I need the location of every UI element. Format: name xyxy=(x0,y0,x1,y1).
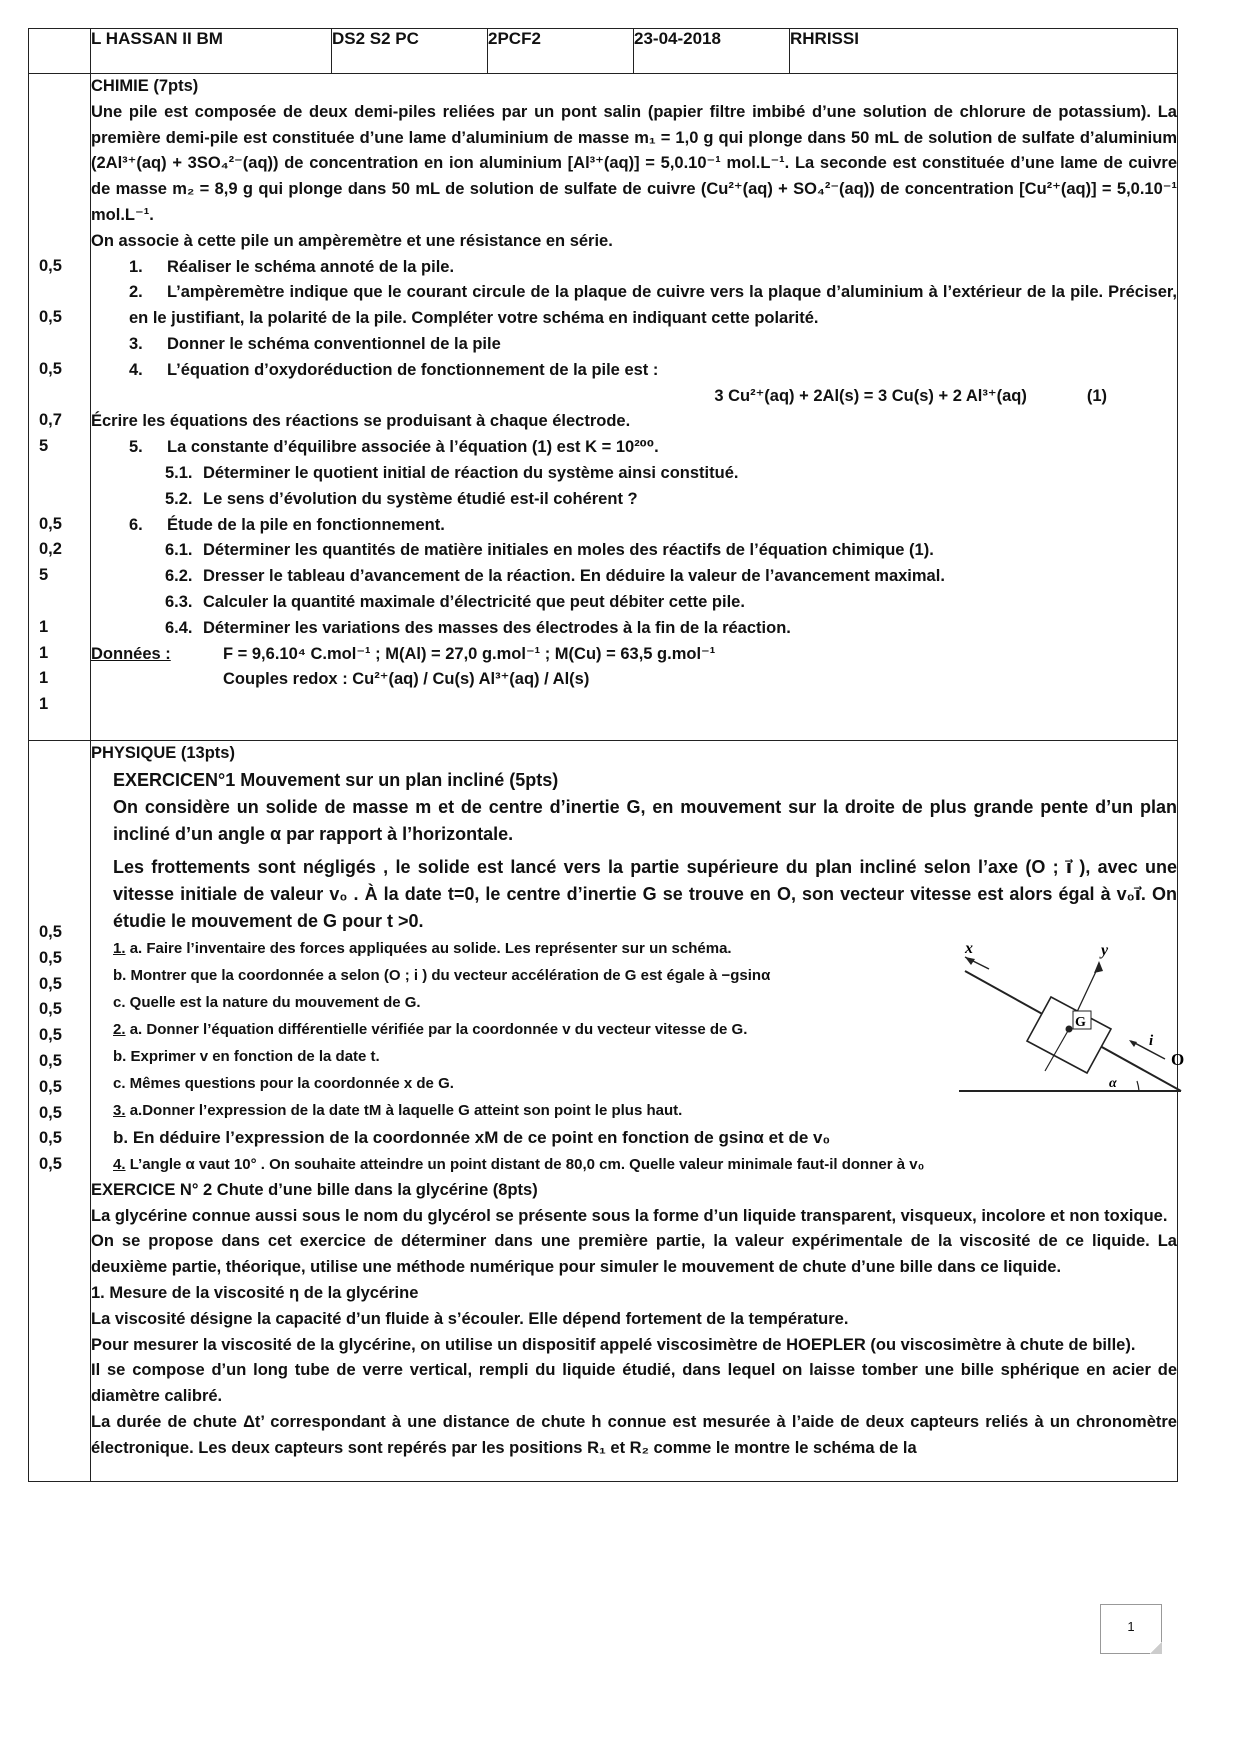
chimie-q51-text: Déterminer le quotient initial de réaction du système ainsi constitué. xyxy=(203,463,739,482)
q1-number: 1. xyxy=(113,939,126,957)
physique-title: PHYSIQUE (13pts) xyxy=(91,744,235,762)
chimie-q61: 6.1. Déterminer les quantités de matière initiales en moles des réactifs de l’équation chimique (1). xyxy=(165,541,934,560)
chimie-q4b: Écrire les équations des réactions se produisant à chaque électrode. xyxy=(91,412,631,431)
chimie-mark xyxy=(29,282,90,308)
ex1-q3a xyxy=(91,1097,911,1124)
chimie-q64-text: Déterminer les variations des masses des électrodes à la fin de la réaction. xyxy=(203,618,791,637)
chimie-mark: 0,7 xyxy=(39,411,62,430)
chimie-q2-text: L’ampèremètre indique que le courant circule de la plaque de cuivre vers la plaque d’aluminium à l’extérieur de la pile. Préciser, en le justifiant, la polarité de la pile. Compléter votre schéma en indiquant cette polarité. xyxy=(129,283,1177,328)
chimie-q51: 5.1. Déterminer le quotient initial de réaction du système ainsi constitué. xyxy=(165,463,739,482)
chimie-mark: 0,5 xyxy=(39,256,62,275)
physique-mark: 0,5 xyxy=(39,1051,62,1070)
chimie-mark xyxy=(29,102,90,128)
exam-sheet xyxy=(28,28,1185,1573)
q2a-text: a. Donner l’équation différentielle vérifiée par la coordonnée v du vecteur vitesse de G. xyxy=(129,1020,748,1038)
ex1-q3b: b. En déduire l’expression de la coordonnée xM de ce point en fonction de gsinα et de v₀ xyxy=(113,1127,831,1147)
chimie-mark: 1 xyxy=(39,669,49,688)
q1a-text: a. Faire l’inventaire des forces appliquées au solide. Les représenter sur un schéma. xyxy=(129,939,732,957)
chimie-mark xyxy=(29,153,90,179)
chimie-q3: 3. Donner le schéma conventionnel de la pile xyxy=(129,334,501,353)
donnees-label: Données : xyxy=(91,644,171,663)
chimie-q61-text: Déterminer les quantités de matière initiales en moles des réactifs de l’équation chimique (1). xyxy=(203,541,934,560)
chimie-content xyxy=(91,74,1178,741)
chimie-mark xyxy=(29,334,90,360)
ex2-p1: La glycérine connue aussi sous le nom du glycérol se présente sous la forme d’un liquide transparent, visqueux, incolore et non toxique. xyxy=(91,1206,1168,1225)
physique-mark: 0,5 xyxy=(39,948,62,967)
chimie-q6-text: Étude de la pile en fonctionnement. xyxy=(167,515,445,534)
ex2-p3: La viscosité désigne la capacité d’un fluide à s’écouler. Elle dépend fortement de la température. xyxy=(91,1309,849,1328)
header-exam: DS2 S2 PC xyxy=(332,29,488,74)
header-teacher: RHRISSI xyxy=(790,29,1178,74)
q4-number: 4. xyxy=(113,1155,126,1173)
chimie-mark xyxy=(29,463,90,489)
ex1-q2a xyxy=(91,1016,911,1043)
chimie-q63-text: Calculer la quantité maximale d’électricité que peut débiter cette pile. xyxy=(203,592,745,611)
physique-content xyxy=(91,741,1185,1482)
ex1-intro: On considère un solide de masse m et de centre d’inertie G, en mouvement sur la droite de plus grande pente d’un plan incliné d’un angle α par rapport à l’horizontale. xyxy=(113,796,1177,844)
ex1-q1a xyxy=(91,935,911,962)
exam-table xyxy=(28,28,1185,1482)
chimie-mark xyxy=(29,128,90,154)
physique-row xyxy=(29,741,1178,1482)
header-row xyxy=(29,29,1178,74)
physique-mark: 0,5 xyxy=(39,1077,62,1096)
chimie-q64: 6.4. Déterminer les variations des masses des électrodes à la fin de la réaction. xyxy=(165,618,791,637)
chimie-q4-text: L’équation d’oxydoréduction de fonctionnement de la pile est : xyxy=(167,360,659,379)
q3-number: 3. xyxy=(113,1101,126,1119)
chimie-mark: 0,5 xyxy=(39,308,62,327)
chimie-mark xyxy=(29,179,90,205)
ex2-h1: 1. Mesure de la viscosité η de la glycérine xyxy=(91,1283,419,1302)
chimie-q2: 2. L’ampèremètre indique que le courant circule de la plaque de cuivre vers la plaque d’aluminium à l’extérieur de la pile. Préciser, en le justifiant, la polarité de la pile. Compléter votre schéma en indiquant cette polarité. xyxy=(129,283,1177,328)
chimie-couples: Couples redox : Cu²⁺(aq) / Cu(s) Al³⁺(aq) / Al(s) xyxy=(223,670,590,689)
equation-number: (1) xyxy=(1086,386,1107,405)
y-arrowhead xyxy=(1094,961,1103,973)
chimie-mark: 5 xyxy=(39,437,49,456)
chimie-marks xyxy=(29,74,91,741)
chimie-intro: Une pile est composée de deux demi-piles reliées par un pont salin (papier filtre imbibé d’une solution de chlorure de potassium). La première demi-pile est constituée d’une lame d’aluminium de masse m₁ = 1,0 g qui plonge dans 50 mL de solution de sulfate d’aluminium (2Al³⁺(aq) + 3SO₄²⁻(aq)) de concentration en ion aluminium [Al³⁺(aq)] = 5,0.10⁻¹ mol.L⁻¹. La seconde est constituée d’une lame de cuivre de masse m₂ = 8,9 g qui plonge dans 50 mL de solution de sulfate de cuivre (Cu²⁺(aq) + SO₄²⁻(aq)) de concentration [Cu²⁺(aq)] = 5,0.10⁻¹ mol.L⁻¹. xyxy=(91,102,1177,224)
physique-mark: 0,5 xyxy=(39,1000,62,1019)
ex1-q1c: c. Quelle est la nature du mouvement de G. xyxy=(113,993,421,1011)
chimie-mark: 1 xyxy=(39,695,49,714)
alpha-label: α xyxy=(1109,1076,1117,1091)
header-class: 2PCF2 xyxy=(488,29,634,74)
i-label: i xyxy=(1149,1033,1154,1049)
q3a-text: a.Donner l’expression de la date tM à laquelle G atteint son point le plus haut. xyxy=(129,1101,683,1119)
chimie-q52: 5.2. Le sens d’évolution du système étudié est-il cohérent ? xyxy=(165,489,638,508)
ex2-p5: Il se compose d’un long tube de verre vertical, rempli du liquide étudié, dans lequel on laisse tomber une bille sphérique en acier de diamètre calibré. xyxy=(91,1361,1177,1406)
alpha-arc xyxy=(1137,1081,1139,1091)
chimie-title: CHIMIE (7pts) xyxy=(91,77,199,95)
chimie-mark xyxy=(29,386,90,412)
inclined-plane-figure xyxy=(959,941,1189,1111)
chimie-q1-text: Réaliser le schéma annoté de la pile. xyxy=(167,257,455,276)
ex1-q4 xyxy=(91,1151,1177,1178)
i-vector xyxy=(1131,1041,1165,1059)
q4-text: L’angle α vaut 10° . On souhaite atteindre un point distant de 80,0 cm. Quelle valeur minimale faut-il donner à v₀ xyxy=(129,1155,925,1173)
chimie-intro-2: On associe à cette pile un ampèremètre et une résistance en série. xyxy=(91,231,613,250)
chimie-mark xyxy=(29,231,90,257)
header-school: L HASSAN II BM xyxy=(91,29,332,74)
chimie-mark: 0,5 xyxy=(39,514,62,533)
chimie-donnees xyxy=(91,642,1177,668)
chimie-q62-text: Dresser le tableau d’avancement de la réaction. En déduire la valeur de l’avancement maximal. xyxy=(203,567,945,586)
chimie-mark xyxy=(29,592,90,618)
q2-number: 2. xyxy=(113,1020,126,1038)
physique-mark: 0,5 xyxy=(39,1026,62,1045)
equation-text: 3 Cu²⁺(aq) + 2Al(s) = 3 Cu(s) + 2 Al³⁺(aq) xyxy=(714,386,1027,405)
chimie-q3-text: Donner le schéma conventionnel de la pile xyxy=(167,334,501,353)
chimie-mark: 5 xyxy=(39,566,49,585)
ex1-title: EXERCICEN°1 Mouvement sur un plan incliné (5pts) xyxy=(113,769,559,790)
chimie-q6: 6. Étude de la pile en fonctionnement. xyxy=(129,515,445,534)
chimie-mark: 0,2 xyxy=(39,540,62,559)
chimie-equation xyxy=(91,384,1177,410)
x-arrowhead xyxy=(965,957,975,965)
ex2-title: EXERCICE N° 2 Chute d’une bille dans la glycérine (8pts) xyxy=(91,1180,538,1199)
solid-block xyxy=(1027,997,1111,1073)
ex2-p6: La durée de chute Δt’ correspondant à une distance de chute h connue est mesurée à l’aide de deux capteurs reliés à un chronomètre électronique. Les deux capteurs sont repérés par les positions R₁ et R₂ comme le montre le schéma de la xyxy=(91,1412,1177,1457)
ex1-q2b: b. Exprimer v en fonction de la date t. xyxy=(113,1047,380,1065)
center-g xyxy=(1066,1026,1073,1033)
header-empty-cell xyxy=(29,29,91,74)
ex1-questions xyxy=(91,935,911,1124)
chimie-mark: 1 xyxy=(39,643,49,662)
chimie-mark xyxy=(29,76,90,102)
y-label: y xyxy=(1101,942,1109,959)
ex1-q1b: b. Montrer que la coordonnée a selon (O ; i ) du vecteur accélération de G est égale à −gsinα xyxy=(113,966,771,984)
chimie-row xyxy=(29,74,1178,741)
ex2-p2: On se propose dans cet exercice de déterminer dans une première partie, la valeur expérimentale de la viscosité de ce liquide. La deuxième partie, théorique, utilise une méthode numérique pour simuler le mouvement de chute d’une bille dans ce liquide. xyxy=(91,1232,1177,1277)
chimie-q5: 5. La constante d’équilibre associée à l’équation (1) est K = 10²⁰⁰. xyxy=(129,438,659,457)
chimie-mark xyxy=(29,205,90,231)
chimie-q1: 1. Réaliser le schéma annoté de la pile. xyxy=(129,257,455,276)
chimie-q52-text: Le sens d’évolution du système étudié est-il cohérent ? xyxy=(203,489,638,508)
donnees-values: F = 9,6.10⁴ C.mol⁻¹ ; M(Al) = 27,0 g.mol⁻¹ ; M(Cu) = 63,5 g.mol⁻¹ xyxy=(223,644,716,663)
ex1-q2c: c. Mêmes questions pour la coordonnée x de G. xyxy=(113,1074,454,1092)
g-label: G xyxy=(1075,1015,1086,1030)
physique-marks xyxy=(29,741,91,1482)
ex1-intro-2: Les frottements sont négligés , le solide est lancé vers la partie supérieure du plan incliné selon l’axe (O ; i⃗ ), avec une vitesse initiale de valeur v₀ . À la date t=0, le centre d’inertie G se trouve en O, son vecteur vitesse est alors égal à v₀i⃗. On étudie le mouvement de G pour t >0. xyxy=(113,856,1177,931)
ex2-p4: Pour mesurer la viscosité de la glycérine, on utilise un dispositif appelé viscosimètre de HOEPLER (ou viscosimètre à chute de bille). xyxy=(91,1335,1136,1354)
chimie-q4: 4. L’équation d’oxydoréduction de fonctionnement de la pile est : xyxy=(129,360,659,379)
chimie-q5-text: La constante d’équilibre associée à l’équation (1) est K = 10²⁰⁰. xyxy=(167,438,659,457)
physique-mark: 0,5 xyxy=(39,1103,62,1122)
chimie-mark xyxy=(29,489,90,515)
physique-mark: 0,5 xyxy=(39,974,62,993)
o-label: O xyxy=(1171,1050,1185,1069)
chimie-mark: 1 xyxy=(39,617,49,636)
physique-mark: 0,5 xyxy=(39,1155,62,1174)
chimie-q63: 6.3. Calculer la quantité maximale d’électricité que peut débiter cette pile. xyxy=(165,592,745,611)
physique-mark: 0,5 xyxy=(39,1129,62,1148)
chimie-mark: 0,5 xyxy=(39,359,62,378)
i-arrowhead xyxy=(1129,1040,1137,1047)
x-label: x xyxy=(965,941,973,957)
page-number: 1 xyxy=(1100,1604,1162,1654)
chimie-q62: 6.2. Dresser le tableau d’avancement de la réaction. En déduire la valeur de l’avancement maximal. xyxy=(165,567,945,586)
physique-mark: 0,5 xyxy=(39,923,62,941)
header-date: 23-04-2018 xyxy=(634,29,790,74)
